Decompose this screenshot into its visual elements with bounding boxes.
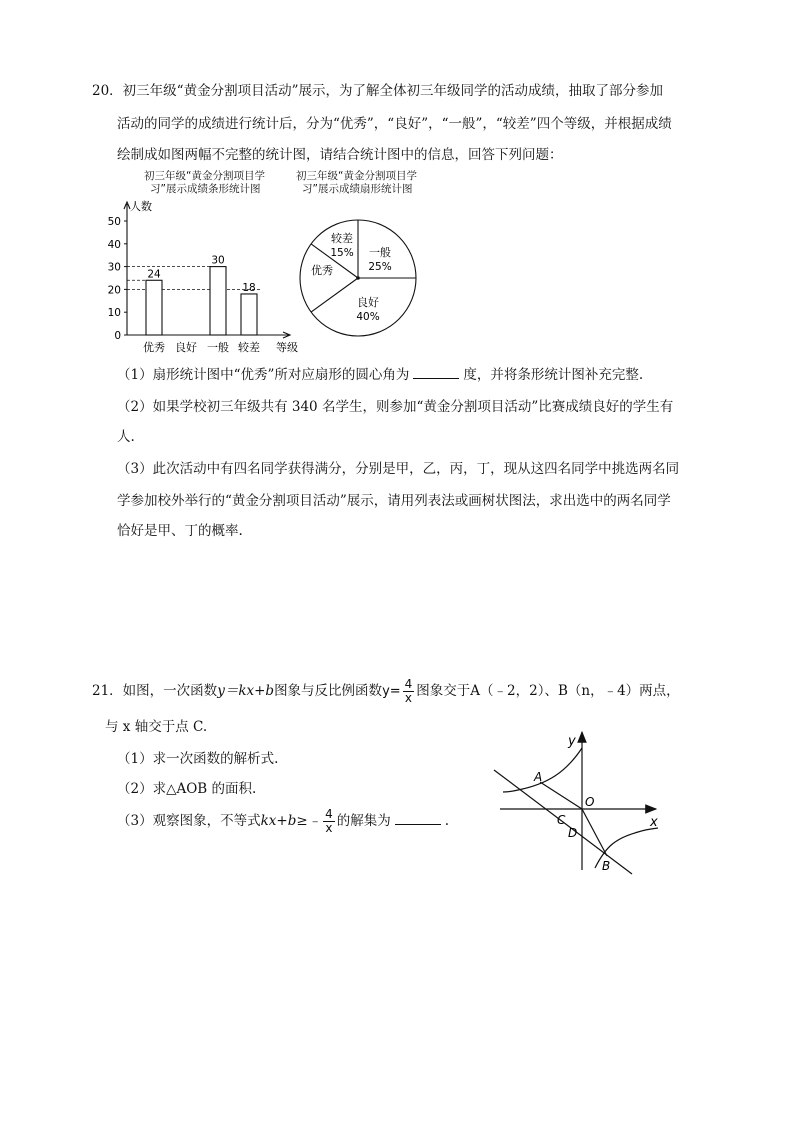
q21-sub1: （1）求一次函数的解析式. [117, 751, 279, 767]
pie-slice-percent: 40% [356, 311, 380, 323]
pie-slice-label-优秀: 优秀 [311, 264, 333, 277]
answer-blank-angle[interactable] [413, 366, 459, 379]
q21-stem-line1: 21．如图，一次函数y＝kx+b图象与反比例函数y= $\frac{4}{x}$ 图象交于A（﹣2，2）、B（n，﹣4）两点， [92, 677, 680, 705]
label-D: D [568, 826, 578, 840]
q21-stem-line2: 与 x 轴交于点 C. [105, 719, 208, 735]
fraction-4-over-x: $\frac{4}{x}$ [404, 677, 413, 705]
q20-sub3-line3: 恰好是甲、丁的概率. [117, 523, 243, 539]
bar-value-label: 18 [242, 281, 256, 294]
segment-OB [582, 809, 607, 856]
q20-sub1: （1）扇形统计图中“优秀”所对应扇形的圆心角为 度，并将条形统计图补充完整. [117, 367, 644, 383]
pie-slice-label-良好: 良好 [357, 296, 379, 309]
bar-category-label: 良好 [175, 341, 197, 354]
pie-slice-label-一般: 一般 [369, 246, 391, 259]
q21-sub2: （2）求△AOB 的面积. [117, 781, 257, 797]
answer-blank-solution-set[interactable] [395, 812, 441, 825]
bar-category-label: 一般 [207, 341, 229, 354]
pie-slice-label-较差: 较差 [331, 232, 353, 245]
q20-sub2-line2: 人. [117, 429, 135, 445]
label-C: C [557, 813, 566, 827]
bar-较差 [241, 294, 257, 335]
bar-ytick-label: 40 [107, 238, 121, 251]
bar-chart-title: 初三年级“黄金分割项目学 习”展示成绩条形统计图 [144, 170, 265, 195]
pie-slice-percent: 25% [368, 261, 392, 273]
q20-sub2-line1: （2）如果学校初三年级共有 340 名学生，则参加“黄金分割项目活动”比赛成绩良好的学生有 [117, 399, 674, 415]
label-A: A [534, 770, 543, 784]
q21-sub3: （3）观察图象，不等式kx+b≥﹣ $\frac{4}{x}$ 的解集为 . [117, 807, 450, 835]
q20-sub3-line2: 学参加校外举行的“黄金分割项目活动”展示，请用列表法或画树状图法，求出选中的两名同学 [117, 493, 671, 509]
bar-xlabel: 等级 [276, 341, 298, 354]
q20-sub3-line1: （3）此次活动中有四名同学获得满分，分别是甲，乙，丙，丁，现从这四名同学中挑选两名同 [117, 461, 680, 477]
bar-category-label: 优秀 [143, 341, 165, 354]
bar-优秀 [146, 280, 162, 335]
bar-一般 [210, 267, 226, 335]
bar-ytick-label: 20 [107, 284, 121, 297]
label-x: x [650, 815, 658, 830]
pie-center-dot [356, 276, 360, 280]
bar-chart [100, 196, 310, 358]
pie-chart [296, 212, 422, 342]
label-y: y [568, 734, 576, 749]
label-O: O [585, 795, 595, 809]
bar-value-label: 24 [147, 268, 161, 281]
bar-ytick-label: 30 [107, 261, 121, 274]
fraction-4-over-x-2: $\frac{4}{x}$ [325, 807, 333, 835]
bar-ytick-label: 50 [107, 216, 121, 228]
pie-chart-title: 初三年级“黄金分割项目学 习”展示成绩扇形统计图 [296, 170, 417, 195]
q20-stem-line2: 活动的同学的成绩进行统计后，分为“优秀”，“良好”，“一般”，“较差”四个等级，并根据成绩 [117, 116, 672, 132]
bar-category-label: 较差 [238, 341, 260, 354]
label-B: B [602, 859, 611, 873]
q20-stem-line1: 20．初三年级“黄金分割项目活动”展示，为了解全体初三年级同学的活动成绩，抽取了部分参加 [92, 83, 663, 99]
bar-ylabel: 人数 [130, 200, 152, 213]
bar-ytick-label: 0 [114, 330, 121, 342]
bar-ytick-label: 10 [107, 307, 121, 320]
segment-OA [540, 782, 582, 809]
pie-slice-percent: 15% [330, 247, 354, 259]
q20-stem-line3: 绘制成如图两幅不完整的统计图，请结合统计图中的信息，回答下列问题： [117, 147, 563, 163]
bar-value-label: 30 [211, 254, 225, 267]
function-graph [488, 728, 668, 878]
